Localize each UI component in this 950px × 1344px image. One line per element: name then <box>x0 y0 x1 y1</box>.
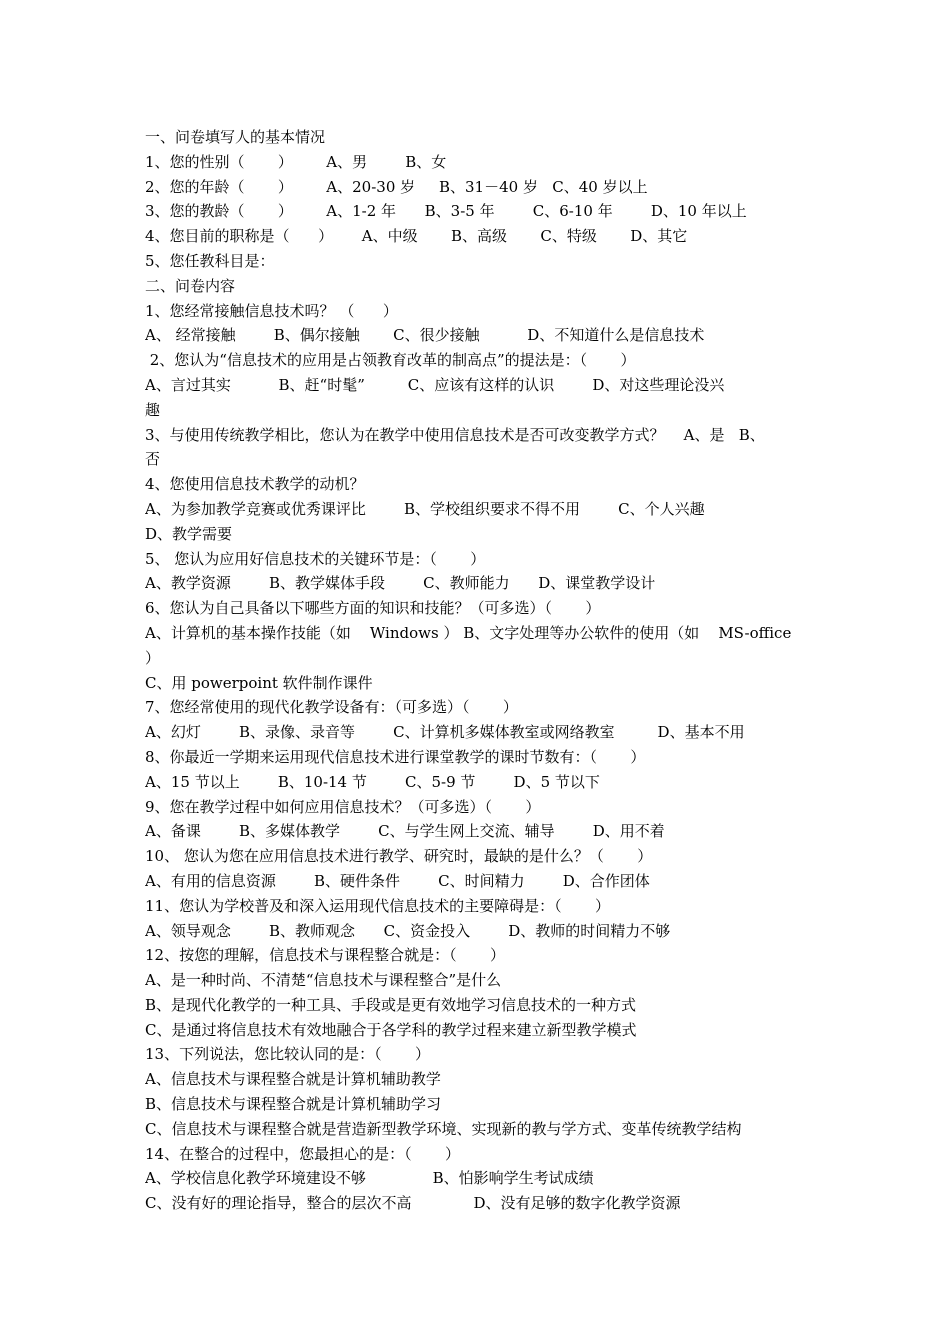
document-line: 4、您使用信息技术教学的动机？ <box>145 475 365 494</box>
document-line: 一、问卷填写人的基本情况 <box>145 128 326 146</box>
document-line: 2、您的年龄（ ） A、20-30 岁 B、31－40 岁 C、40 岁以上 <box>145 177 648 196</box>
document-line: 7、您经常使用的现代化教学设备有：（可多选）（ ） <box>145 698 518 717</box>
document-line: 10、 您认为您在应用信息技术进行教学、研究时，最缺的是什么？（ ） <box>145 847 653 866</box>
document-line: A、幻灯 B、录像、录音等 C、计算机多媒体教室或网络教室 D、基本不用 <box>145 723 745 742</box>
document-line: A、信息技术与课程整合就是计算机辅助教学 <box>145 1070 441 1089</box>
document-line: C、用 powerpoint 软件制作课件 <box>145 673 373 692</box>
document-line: C、信息技术与课程整合就是营造新型教学环境、实现新的教与学方式、变革传统教学结构 <box>145 1119 742 1138</box>
document-line: 1、您的性别（ ） A、男 B、女 <box>145 152 447 171</box>
document-line: 6、您认为自己具备以下哪些方面的知识和技能？（可多选）（ ） <box>145 599 601 618</box>
document-line: A、教学资源 B、教学媒体手段 C、教师能力 D、课堂教学设计 <box>145 574 656 593</box>
document-line: C、是通过将信息技术有效地融合于各学科的教学过程来建立新型教学模式 <box>145 1020 637 1039</box>
document-line: A、计算机的基本操作技能（如 Windows ） B、文字处理等办公软件的使用（如 MS-office <box>145 623 792 642</box>
document-line: D、教学需要 <box>145 524 233 543</box>
document-line: A、为参加教学竞赛或优秀课评比 B、学校组织要求不得不用 C、个人兴趣 <box>145 499 705 518</box>
document-line: 5、 您认为应用好信息技术的关键环节是：（ ） <box>145 549 486 568</box>
document-line: 二、问卷内容 <box>145 276 236 295</box>
document-line: 3、您的教龄（ ） A、1-2 年 B、3-5 年 C、6-10 年 D、10 年以上 <box>145 202 747 221</box>
document-line: A、备课 B、多媒体教学 C、与学生网上交流、辅导 D、用不着 <box>145 822 665 841</box>
document-line: A、 经常接触 B、偶尔接触 C、很少接触 D、不知道什么是信息技术 <box>145 326 705 345</box>
document-line: 14、在整合的过程中，您最担心的是：（ ） <box>145 1144 460 1163</box>
document-line: A、是一种时尚、不清楚“信息技术与课程整合”是什么 <box>145 971 502 990</box>
document-line: C、没有好的理论指导，整合的层次不高 D、没有足够的数字化教学资源 <box>145 1194 681 1213</box>
document-line: 5、您任教科目是： <box>145 251 275 270</box>
document-line: B、信息技术与课程整合就是计算机辅助学习 <box>145 1095 442 1114</box>
document-line: B、是现代化教学的一种工具、手段或是更有效地学习信息技术的一种方式 <box>145 995 637 1014</box>
document-line: A、学校信息化教学环境建设不够 B、怕影响学生考试成绩 <box>145 1169 594 1188</box>
document-line: 13、下列说法，您比较认同的是：（ ） <box>145 1045 430 1064</box>
document-line: 否 <box>145 450 161 469</box>
document-line: 3、与使用传统教学相比，您认为在教学中使用信息技术是否可改变教学方式？ A、是 B、 <box>145 425 765 444</box>
document-line: A、言过其实 B、赶“时髦” C、应该有这样的认识 D、对这些理论没兴 <box>145 375 725 394</box>
document-line: 1、您经常接触信息技术吗？ （ ） <box>145 301 398 320</box>
document-line: A、15 节以上 B、10-14 节 C、5-9 节 D、5 节以下 <box>145 772 600 791</box>
document-line: 9、您在教学过程中如何应用信息技术？（可多选）（ ） <box>145 797 541 816</box>
document-line: A、领导观念 B、教师观念 C、资金投入 D、教师的时间精力不够 <box>145 921 671 940</box>
document-line: 2、您认为“信息技术的应用是占领教育改革的制高点”的提法是：（ ） <box>145 351 636 370</box>
document-line: A、有用的信息资源 B、硬件条件 C、时间精力 D、合作团体 <box>145 871 650 890</box>
document-line: 12、按您的理解，信息技术与课程整合就是：（ ） <box>145 946 505 965</box>
document-line: 4、您目前的职称是（ ） A、中级 B、高级 C、特级 D、其它 <box>145 227 688 246</box>
document-line: 11、您认为学校普及和深入运用现代信息技术的主要障碍是：（ ） <box>145 896 610 915</box>
questionnaire-document <box>145 125 810 1216</box>
document-line: 8、你最近一学期来运用现代信息技术进行课堂教学的课时节数有：（ ） <box>145 747 646 766</box>
document-line: 趣 <box>145 400 161 419</box>
document-line: ） <box>145 648 161 667</box>
